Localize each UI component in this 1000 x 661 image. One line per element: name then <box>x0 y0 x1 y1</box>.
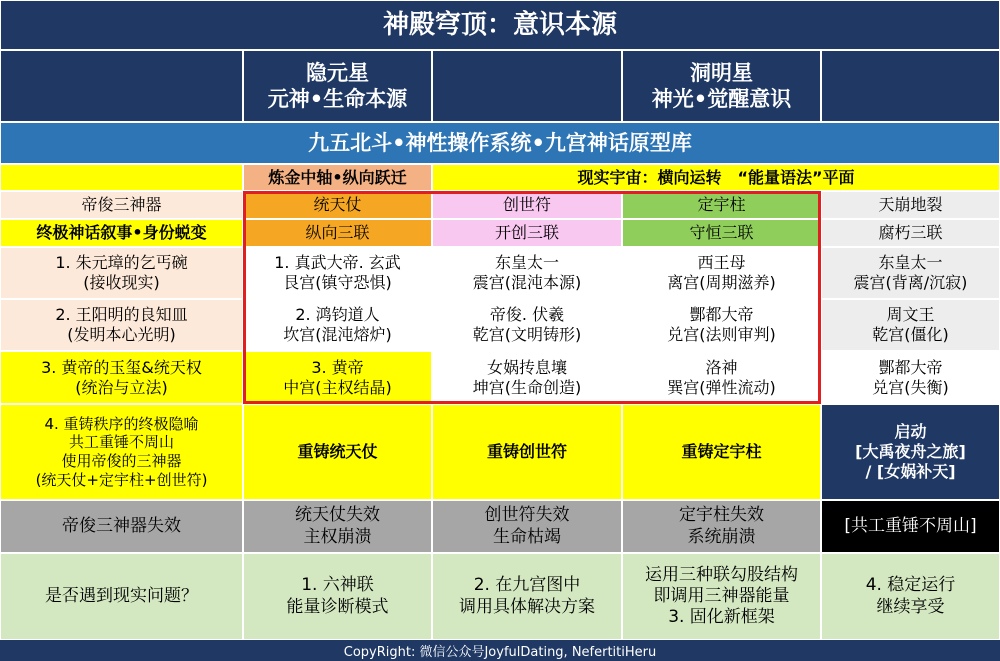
recast-tongtianzhang-text: 重铸统天仗 <box>297 442 378 461</box>
fail-line: 系统崩溃 <box>687 526 756 547</box>
question-line: 继续享受 <box>876 596 945 617</box>
question-label-text: 是否遇到现实问题？ <box>45 585 198 606</box>
cell-line: 帝俊. 伏羲 <box>489 305 565 324</box>
copyright-footer <box>0 640 1000 661</box>
axis-reality-text: 现实宇宙：横向运转 “能量语法”平面 <box>577 167 855 187</box>
row-label-line: 1. 朱元璋的乞丐碗 <box>55 253 188 272</box>
fail-line: 创世符失效 <box>484 505 570 526</box>
artifact-dingyuzhu-text: 定宇柱 <box>697 195 746 214</box>
triad-vertical-text: 纵向三联 <box>305 223 370 242</box>
triad-decay <box>821 219 1000 247</box>
table-row-label <box>0 247 243 299</box>
table-row-label <box>0 299 243 351</box>
triads-label-text: 终极神话叙事•身份蜕变 <box>36 223 207 242</box>
question-line: 2. 在九宫图中 <box>473 575 581 596</box>
row-label-line: (发明本心光明) <box>67 325 176 344</box>
question-step-1 <box>243 553 432 640</box>
recast-launch <box>821 404 1000 500</box>
cell-line: 离宫(周期滋养) <box>667 273 776 292</box>
artifacts-label-text: 帝俊三神器 <box>81 195 162 214</box>
triads-label <box>0 219 243 247</box>
question-step-4 <box>821 553 1000 640</box>
recast-chuangshifu-text: 重铸创世符 <box>486 442 567 461</box>
table-row-label <box>0 351 243 404</box>
banner-text: 九五北斗•神性操作系统•九宫神话原型库 <box>308 130 692 155</box>
table-cell <box>622 247 821 299</box>
stars-blank-left <box>0 50 243 122</box>
table-cell <box>432 351 622 404</box>
row-label-line: (统治与立法) <box>75 377 168 397</box>
cell-line: 周文王 <box>886 305 935 324</box>
cell-line: 震宫(背离/沉寂) <box>853 273 968 292</box>
page-title-text: 神殿穹顶：意识本源 <box>382 9 617 40</box>
artifact-chuangshifu-text: 创世符 <box>502 195 551 214</box>
cell-line: 乾宫(文明铸形) <box>472 325 582 344</box>
fail-line: 主权崩溃 <box>303 526 372 547</box>
cell-line: 中宫(主权结晶) <box>283 377 392 397</box>
recast-tongtianzhang <box>243 404 432 500</box>
copyright-text: CopyRight: 微信公众号JoyfulDating, NefertitiHeru <box>343 645 657 660</box>
page-title <box>0 0 1000 50</box>
axis-reality <box>432 164 1000 191</box>
table-cell <box>243 247 432 299</box>
question-label <box>0 553 243 640</box>
recast-label-line: 共工重锤不周山 <box>68 433 174 452</box>
row-label-line: (接收现实) <box>83 273 160 292</box>
cell-line: 1. 真武大帝. 玄武 <box>274 253 401 272</box>
artifact-dingyuzhu <box>622 191 821 219</box>
cell-line: 东皇太一 <box>494 253 559 272</box>
cell-line: 坎宫(混沌熔炉) <box>283 325 392 344</box>
table-cell <box>821 247 1000 299</box>
row-label-line: 2. 王阳明的良知皿 <box>55 305 188 324</box>
triad-vertical <box>243 219 432 247</box>
question-step-2 <box>432 553 622 640</box>
recast-label <box>0 404 243 500</box>
recast-label-line: (统天仗+定宇柱+创世符) <box>35 470 208 489</box>
recast-chuangshifu <box>432 404 622 500</box>
star-yinyuan-name: 隐元星 <box>306 60 369 85</box>
recast-label-line: 4. 重铸秩序的终极隐喻 <box>44 414 199 433</box>
recast-launch-line: 启动 <box>894 422 927 441</box>
cell-line: 艮宫(镇守恐惧) <box>283 273 392 292</box>
table-cell <box>243 351 432 404</box>
cell-line: 西王母 <box>697 253 746 272</box>
artifact-chuangshifu <box>432 191 622 219</box>
cell-line: 坤宫(生命创造) <box>472 377 582 397</box>
cell-line: 兑宫(法则审判) <box>667 325 776 344</box>
fail-line: 生命枯竭 <box>493 526 561 547</box>
star-yinyuan-sub: 元神•生命本源 <box>267 87 408 111</box>
triad-pioneer-text: 开创三联 <box>494 223 559 242</box>
question-line: 能量诊断模式 <box>286 596 389 617</box>
fail-label <box>0 500 243 553</box>
question-line: 3. 固化新框架 <box>668 607 775 628</box>
cell-line: 东皇太一 <box>878 253 943 272</box>
artifacts-label <box>0 191 243 219</box>
triad-decay-text: 腐朽三联 <box>878 223 943 242</box>
table-cell <box>622 351 821 404</box>
triad-conserve-text: 守恒三联 <box>689 223 754 242</box>
cell-line: 3. 黄帝 <box>311 357 364 377</box>
star-dongming <box>622 50 821 122</box>
cell-line: 兑宫(失衡) <box>872 377 949 397</box>
question-line: 1. 六神联 <box>301 575 374 596</box>
triad-conserve <box>622 219 821 247</box>
recast-dingyuzhu <box>622 404 821 500</box>
table-cell <box>821 299 1000 351</box>
table-cell <box>821 351 1000 404</box>
cell-line: 酆都大帝 <box>878 357 943 377</box>
table-cell <box>622 299 821 351</box>
fail-gonggong <box>821 500 1000 553</box>
cell-line: 酆都大帝 <box>689 305 754 324</box>
recast-label-line: 使用帝俊的三神器 <box>61 452 182 470</box>
triad-pioneer <box>432 219 622 247</box>
axis-alchemy-text: 炼金中轴•纵向跃迁 <box>268 167 407 187</box>
recast-launch-line: / [女娲补天] <box>865 462 956 481</box>
artifact-tongtianzhang <box>243 191 432 219</box>
artifact-tianbeng-text: 天崩地裂 <box>878 195 943 214</box>
stars-blank-mid <box>432 50 622 122</box>
question-step-3 <box>622 553 821 640</box>
recast-dingyuzhu-text: 重铸定宇柱 <box>681 442 762 461</box>
fail-chuangshifu <box>432 500 622 553</box>
axis-blank <box>0 164 243 191</box>
fail-label-text: 帝俊三神器失效 <box>62 515 181 536</box>
recast-launch-line: [大禹夜舟之旅] <box>855 442 966 461</box>
cell-line: 女娲抟息壤 <box>486 357 567 377</box>
cell-line: 洛神 <box>705 357 738 377</box>
cell-line: 巽宫(弹性流动) <box>667 377 776 397</box>
question-line: 即调用三神器能量 <box>653 585 790 606</box>
fail-dingyuzhu <box>622 500 821 553</box>
row-label-line: 3. 黄帝的玉玺&统天权 <box>41 357 202 377</box>
axis-alchemy <box>243 164 432 191</box>
table-cell <box>432 247 622 299</box>
question-line: 4. 稳定运行 <box>865 575 956 596</box>
artifact-tongtianzhang-text: 统天仗 <box>313 195 362 214</box>
cell-line: 震宫(混沌本源) <box>472 273 582 292</box>
cell-line: 乾宫(僵化) <box>872 325 949 344</box>
star-dongming-sub: 神光•觉醒意识 <box>651 87 792 111</box>
question-line: 运用三种联勾股结构 <box>645 564 798 585</box>
star-yinyuan <box>243 50 432 122</box>
stars-blank-right <box>821 50 1000 122</box>
fail-line: 统天仗失效 <box>295 505 380 526</box>
fail-line: 定宇柱失效 <box>679 505 764 526</box>
banner <box>0 122 1000 164</box>
fail-gonggong-text: [共工重锤不周山] <box>844 515 977 536</box>
cell-line: 2. 鸿钧道人 <box>295 305 380 324</box>
table-cell <box>243 299 432 351</box>
table-cell <box>432 299 622 351</box>
star-dongming-name: 洞明星 <box>690 60 753 85</box>
artifact-tianbeng <box>821 191 1000 219</box>
fail-tongtianzhang <box>243 500 432 553</box>
question-line: 调用具体解决方案 <box>459 596 595 617</box>
